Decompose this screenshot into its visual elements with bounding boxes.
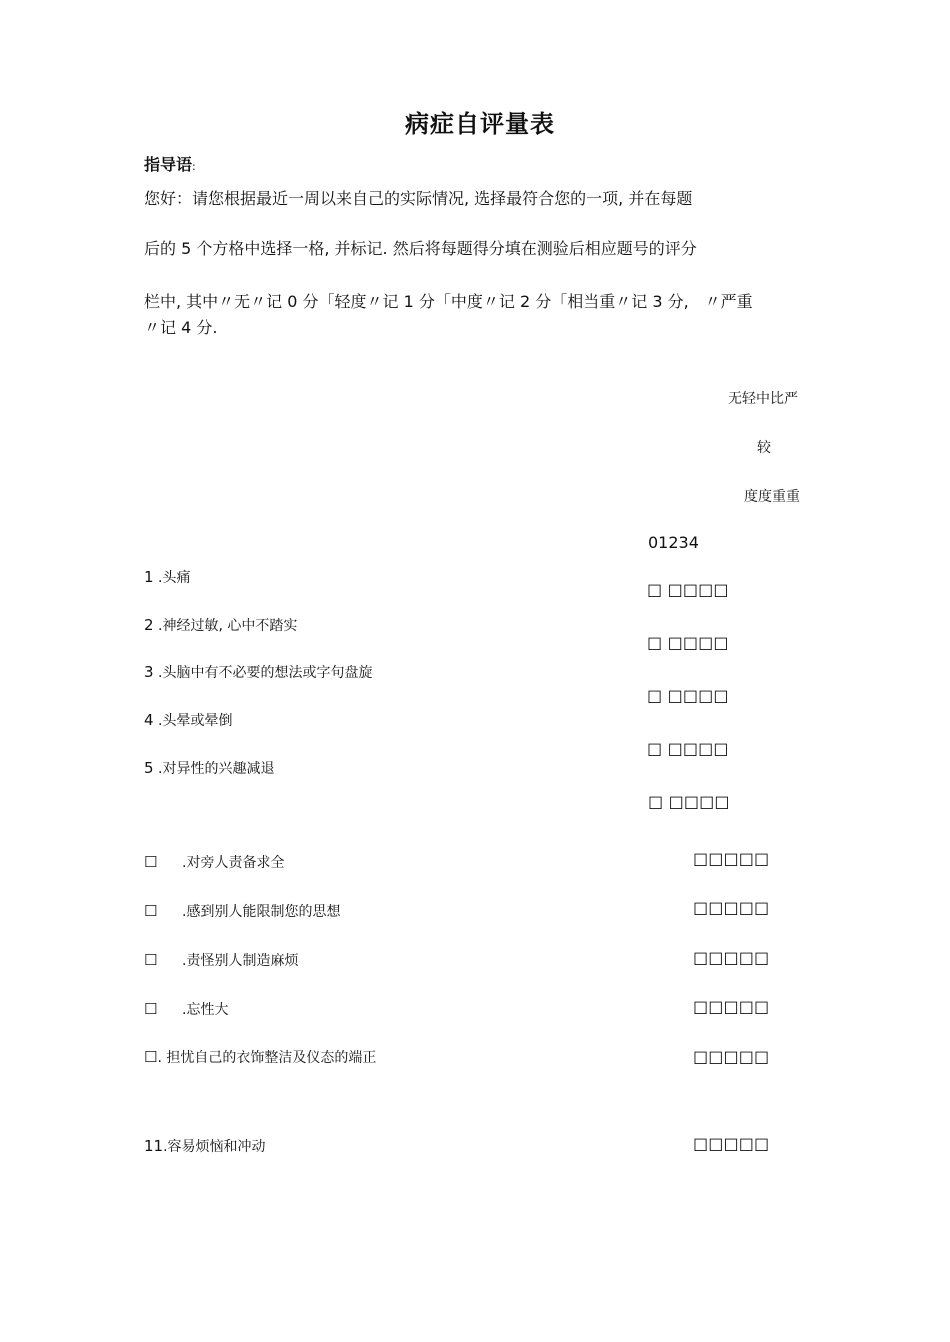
item-8 <box>144 950 298 970</box>
item-9 <box>144 999 228 1019</box>
item-text: .头晕或晕倒 <box>153 713 233 729</box>
item-5 <box>144 758 274 778</box>
page-title: 病症自评量表 <box>405 110 555 138</box>
item-text: .对异性的兴趣减退 <box>153 761 275 777</box>
item-text: .容易烦恼和冲动 <box>163 1139 266 1155</box>
item-number: 11 <box>144 1137 164 1155</box>
item-number: 3 <box>144 663 154 681</box>
item-text: .责怪别人制造麻烦 <box>182 953 299 969</box>
instruction-line-1: 您好：请您根据最近一周以来自己的实际情况, 选择最符合您的一项, 并在每题 <box>144 189 693 208</box>
item-2-checkboxes[interactable]: ☐ ☐☐☐☐ <box>647 635 729 655</box>
item-4-checkboxes[interactable]: ☐ ☐☐☐☐ <box>647 741 729 761</box>
guide-label <box>144 152 196 175</box>
item-text: .感到别人能限制您的思想 <box>182 904 341 920</box>
item-number-box: ☐ <box>144 1000 158 1018</box>
item-number-box: ☐ <box>144 1048 158 1066</box>
item-3-checkboxes[interactable]: ☐ ☐☐☐☐ <box>647 688 729 708</box>
item-number: 5 <box>144 759 154 777</box>
item-text: .忘性大 <box>182 1002 229 1018</box>
item-7-checkboxes[interactable]: ☐☐☐☐☐ <box>693 900 770 920</box>
item-number: 4 <box>144 711 154 729</box>
scale-header-row-3: 度度重重 <box>744 489 800 505</box>
item-2 <box>144 615 297 635</box>
item-4 <box>144 710 232 730</box>
scale-header-row-1: 无轻中比严 <box>728 391 798 407</box>
item-text: .头痛 <box>153 570 191 586</box>
item-9-checkboxes[interactable]: ☐☐☐☐☐ <box>693 999 770 1019</box>
item-text: .对旁人责备求全 <box>182 855 285 871</box>
item-number-box: ☐ <box>144 951 158 969</box>
clipped-checkbox-row <box>620 796 780 810</box>
item-11-checkboxes[interactable]: ☐☐☐☐☐ <box>693 1136 770 1156</box>
clipped-checkboxes: ☐ ☐☐☐☐ <box>648 796 730 810</box>
item-8-checkboxes[interactable]: ☐☐☐☐☐ <box>693 950 770 970</box>
instruction-line-2: 后的 5 个方格中选择一格, 并标记. 然后将每题得分填在测验后相应题号的评分 <box>144 239 697 258</box>
item-text: . 担忧自己的衣饰整洁及仪态的端正 <box>157 1050 377 1066</box>
item-11 <box>144 1136 266 1156</box>
item-1-checkboxes[interactable]: ☐ ☐☐☐☐ <box>647 582 729 602</box>
item-text: .神经过敏, 心中不踏实 <box>153 618 298 634</box>
item-number: 2 <box>144 616 154 634</box>
item-1 <box>144 567 190 587</box>
item-text: .头脑中有不必要的想法或字句盘旋 <box>153 665 373 681</box>
item-number-box: ☐ <box>144 902 158 920</box>
item-6-checkboxes[interactable]: ☐☐☐☐☐ <box>693 851 770 871</box>
scale-scores: 01234 <box>648 533 699 552</box>
guide-label-colon: : <box>192 160 196 173</box>
item-number: 1 <box>144 568 154 586</box>
instruction-line-4: 〃记 4 分. <box>144 318 218 337</box>
item-6 <box>144 852 284 872</box>
item-10 <box>144 1047 376 1067</box>
scale-header-row-2: 较 <box>757 440 771 456</box>
guide-label-text: 指导语 <box>144 155 193 174</box>
item-7 <box>144 901 340 921</box>
instruction-line-3: 栏中, 其中〃无〃记 0 分「轻度〃记 1 分「中度〃记 2 分「相当重〃记 3 分, 〃严重 <box>144 292 753 311</box>
item-10-checkboxes[interactable]: ☐☐☐☐☐ <box>693 1049 770 1069</box>
item-number-box: ☐ <box>144 853 158 871</box>
item-3 <box>144 662 372 682</box>
